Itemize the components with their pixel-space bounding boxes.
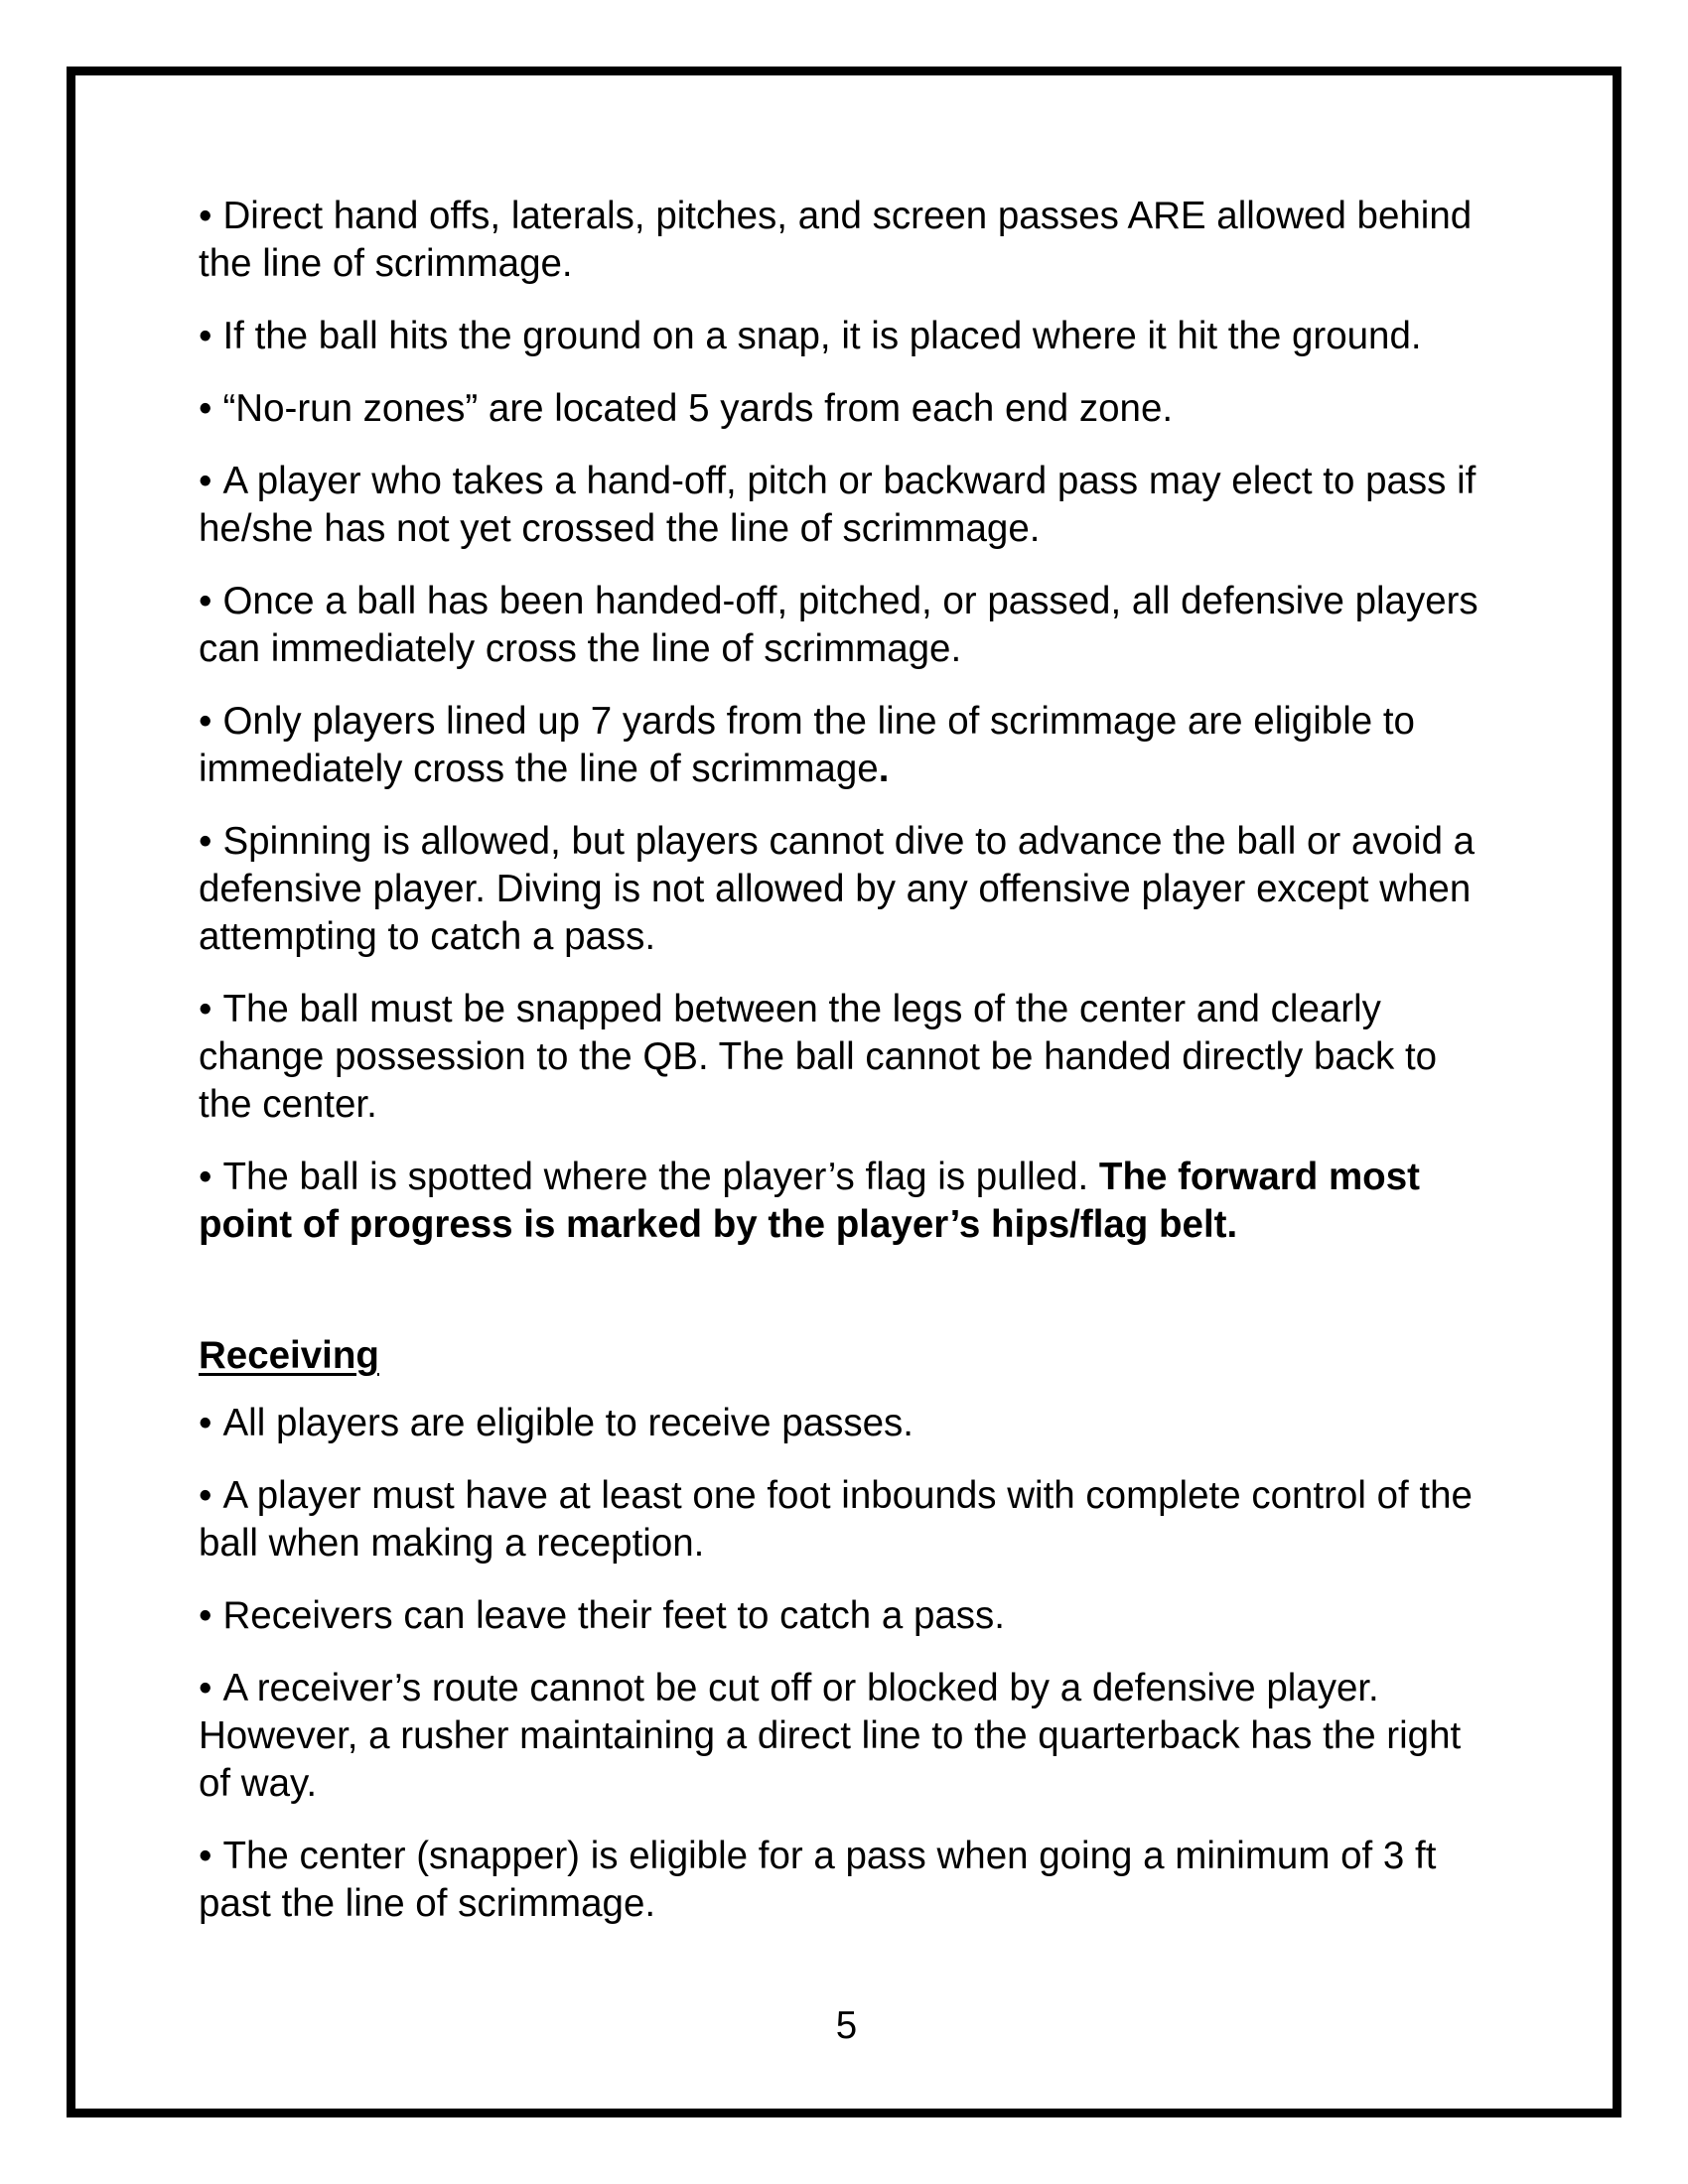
rule-text-bold: . (878, 748, 890, 790)
bullet-marker: • (199, 460, 212, 502)
rule-item (199, 1472, 1494, 1568)
rule-item (199, 1665, 1494, 1808)
bullet-marker: • (199, 1156, 212, 1198)
rule-text: If the ball hits the ground on a snap, it is placed where it hit the ground. (222, 315, 1422, 357)
bullet-marker: • (199, 580, 212, 622)
rule-text: Once a ball has been handed-off, pitched, or passed, all defensive players can immediately cross the line of scrimmage. (199, 580, 1478, 670)
bullet-marker: • (199, 1667, 212, 1709)
rule-text: A player must have at least one foot inbounds with complete control of the ball when making a reception. (199, 1474, 1473, 1565)
rule-item (199, 1154, 1494, 1249)
rule-text: A receiver’s route cannot be cut off or blocked by a defensive player. However, a rusher maintaining a direct line to the quarterback has the right of way. (199, 1667, 1462, 1805)
rule-text: The ball must be snapped between the legs of the center and clearly change possession to the QB. The ball cannot be handed directly back to the center. (199, 988, 1438, 1126)
rule-item (199, 818, 1494, 961)
bullet-marker: • (199, 195, 212, 237)
rule-text-bold: The forward most point of progress is marked by the player’s hips/flag belt. (199, 1156, 1420, 1246)
rule-item (199, 698, 1494, 793)
bullet-marker: • (199, 315, 212, 357)
bullet-marker: • (199, 1474, 212, 1517)
rule-text: The ball is spotted where the player’s flag is pulled. (222, 1156, 1099, 1198)
bullet-marker: • (199, 1835, 212, 1877)
rule-item (199, 578, 1494, 673)
rule-item (199, 385, 1494, 433)
rule-text: A player who takes a hand-off, pitch or backward pass may elect to pass if he/she has not yet crossed the line of scrimmage. (199, 460, 1477, 550)
bullet-marker: • (199, 1402, 212, 1444)
bullet-marker: • (199, 1594, 212, 1637)
bullet-marker: • (199, 387, 212, 430)
bullet-marker: • (199, 700, 212, 743)
rule-text: Spinning is allowed, but players cannot dive to advance the ball or avoid a defensive player. Diving is not allowed by any offensive player except when attempting to catch a pass. (199, 820, 1476, 958)
rule-text: Receivers can leave their feet to catch a pass. (222, 1594, 1006, 1637)
rule-item (199, 986, 1494, 1129)
receiving-heading: Receiving (199, 1334, 379, 1377)
document-content (199, 193, 1494, 1953)
rule-text: The center (snapper) is eligible for a pass when going a minimum of 3 ft past the line of scrimmage. (199, 1835, 1437, 1925)
rule-text: Direct hand offs, laterals, pitches, and screen passes ARE allowed behind the line of scrimmage. (199, 195, 1473, 285)
rule-item (199, 458, 1494, 553)
rule-text: Only players lined up 7 yards from the line of scrimmage are eligible to immediately cross the line of scrimmage (199, 700, 1415, 790)
page-number: 5 (835, 2004, 858, 2047)
rule-item (199, 1592, 1494, 1640)
rule-item (199, 1400, 1494, 1447)
bullet-marker: • (199, 988, 212, 1030)
rule-item (199, 193, 1494, 288)
rule-item (199, 1833, 1494, 1928)
bullet-marker: • (199, 820, 212, 863)
rule-text: All players are eligible to receive passes. (222, 1402, 914, 1444)
rule-item (199, 313, 1494, 360)
rule-text: “No-run zones” are located 5 yards from each end zone. (222, 387, 1174, 430)
